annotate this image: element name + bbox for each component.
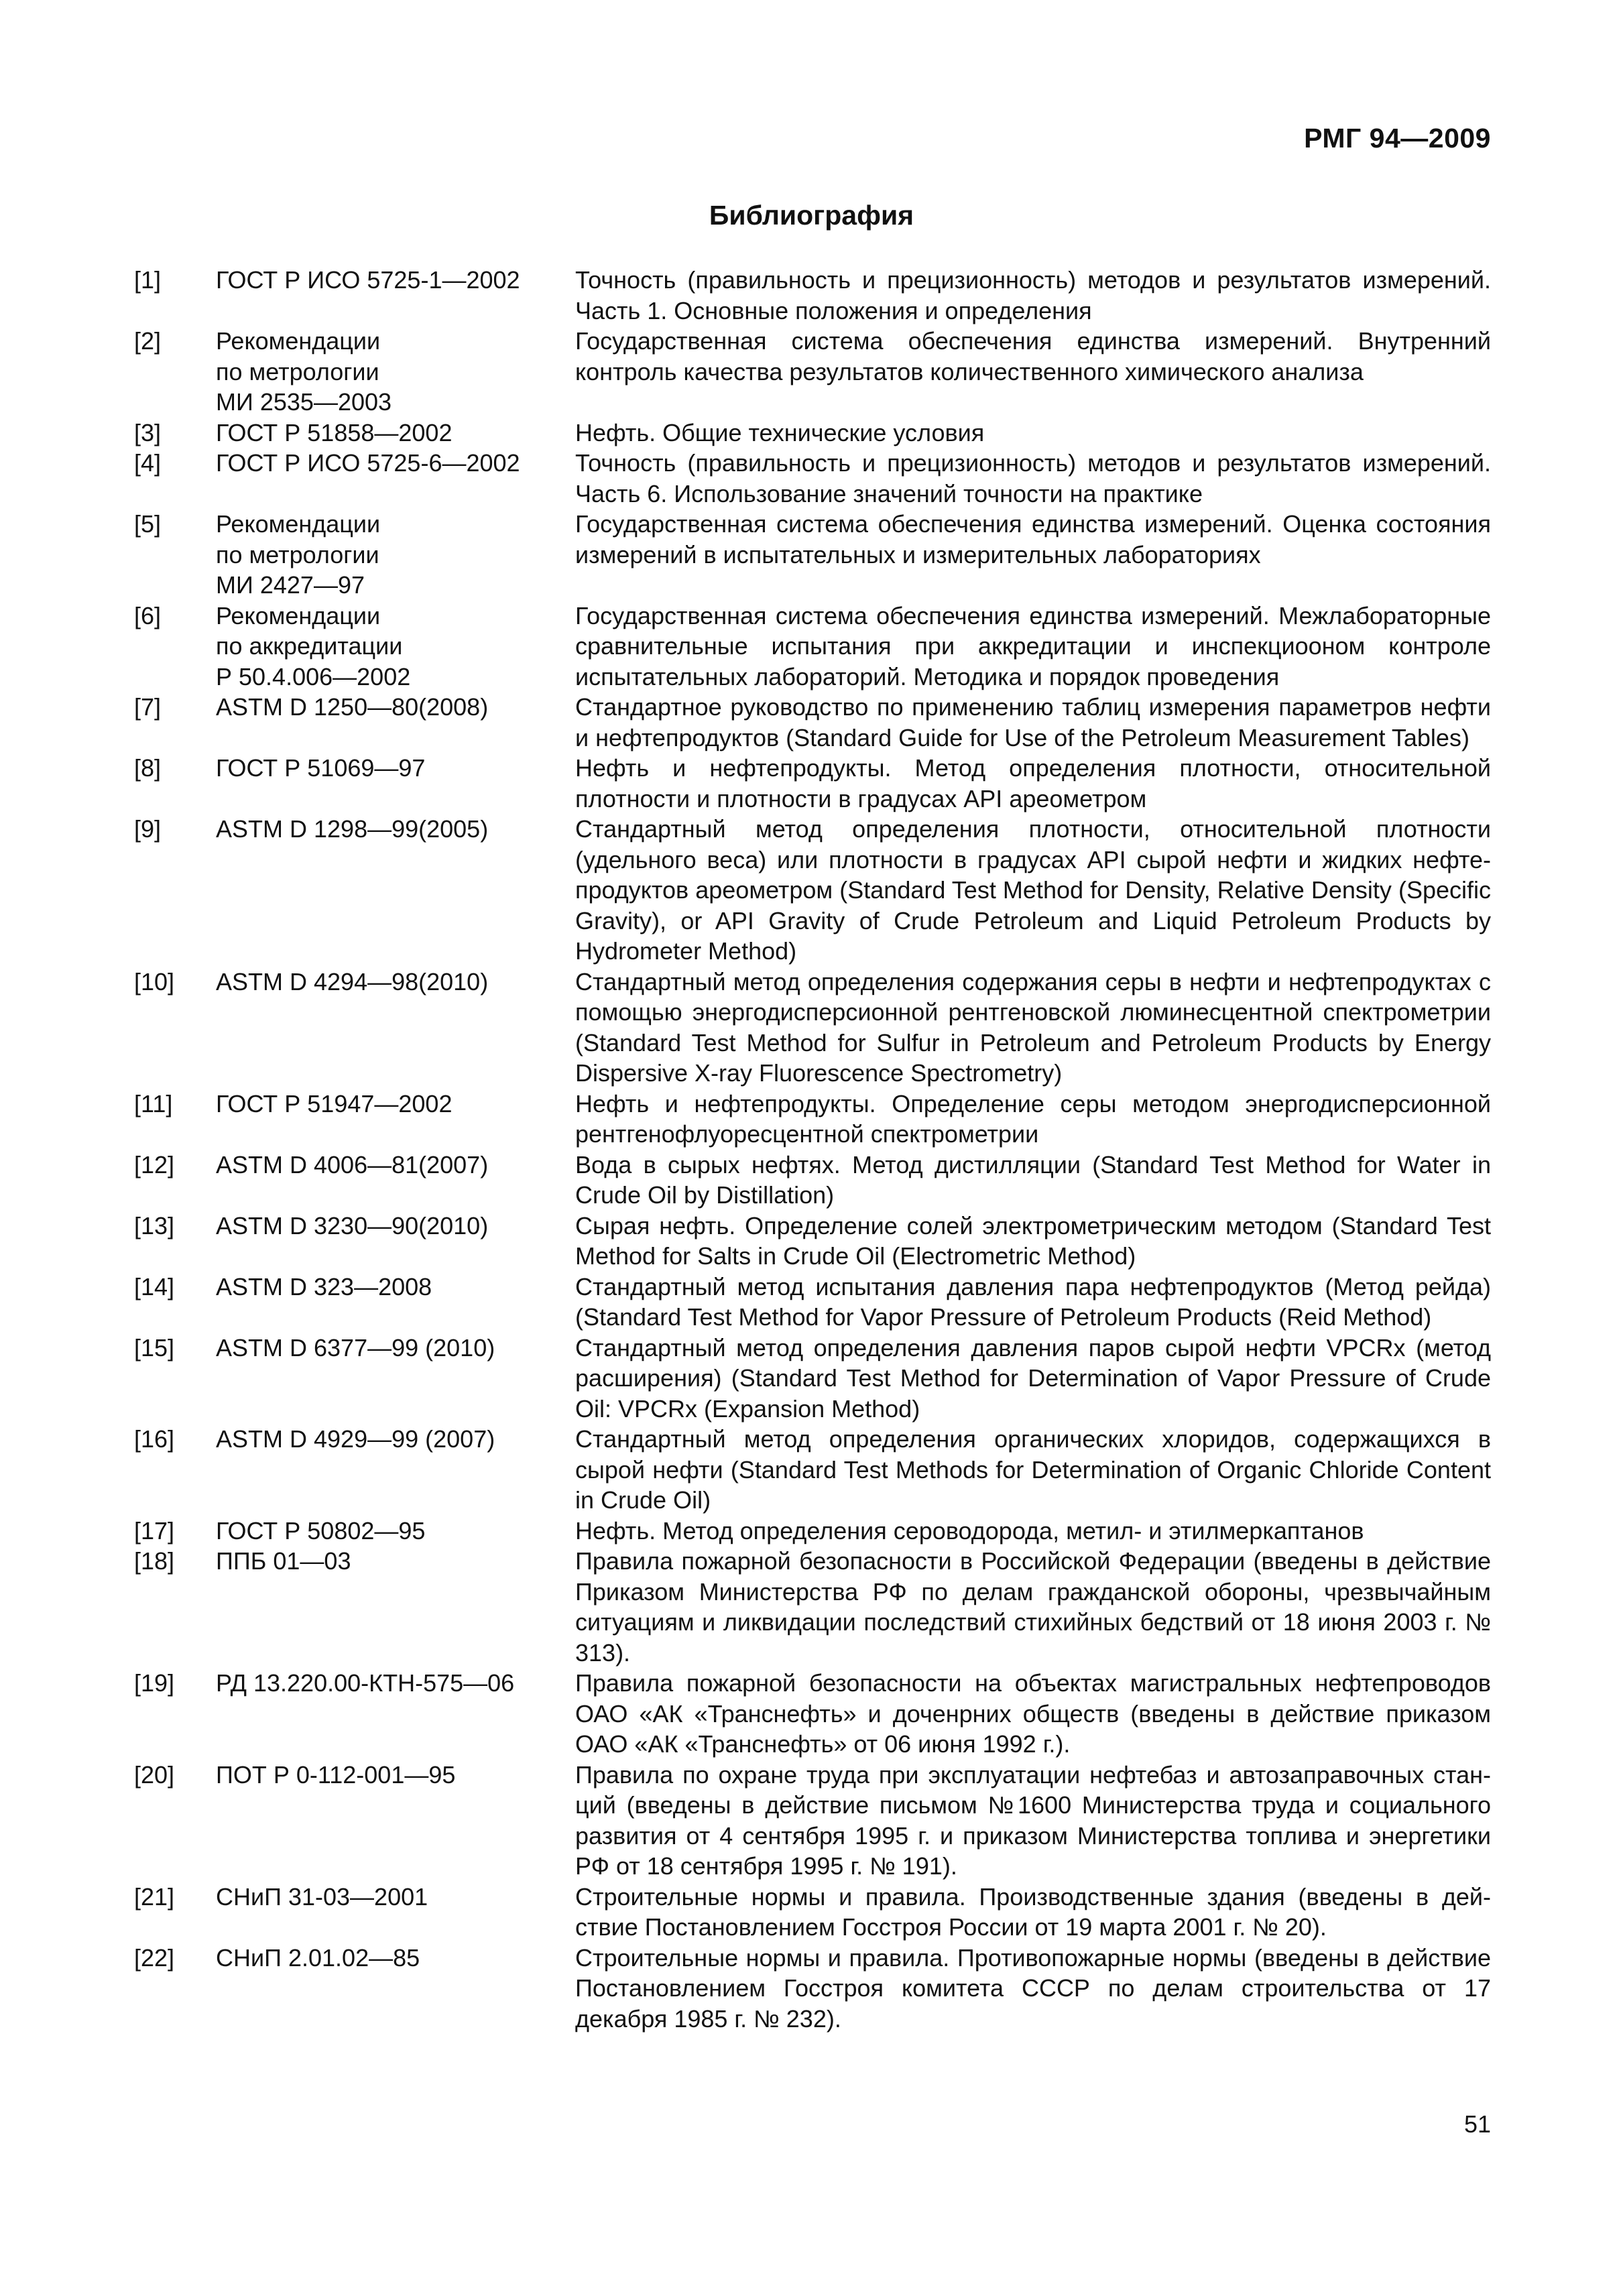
entry-number: [17] [134, 1516, 175, 1545]
reference-line: ASTM D 4006—81(2007) [216, 1150, 489, 1179]
reference-line: ASTM D 323—2008 [216, 1272, 432, 1301]
entry-description: Государственная система обеспечения единства измерений. Оценка состояния измерений в испытательных и измерительных лабораториях [575, 510, 1491, 568]
bibliography-entry [134, 1668, 1491, 1760]
entry-description: Точность (правильность и прецизионность) методов и результатов измерений. Часть 1. Основные положения и определения [575, 266, 1491, 324]
entry-description: Стандартный метод определения органических хлоридов, содержащихся в сырой нефти (Standard Test Methods for Determination of Organic Chloride Content in Crude Oil) [575, 1425, 1491, 1514]
entry-description: Государственная система обеспечения единства измерений. Внутренний контроль качества результатов количественного химического анализа [575, 327, 1491, 385]
reference-line: ГОСТ Р ИСО 5725-6—2002 [216, 449, 520, 477]
entry-number: [8] [134, 754, 162, 782]
reference-line: ASTM D 3230—90(2010) [216, 1211, 489, 1240]
reference-line: ASTM D 4929—99 (2007) [216, 1425, 495, 1453]
reference-line: СНиП 2.01.02—85 [216, 1943, 420, 1972]
entry-reference [216, 1272, 575, 1303]
entry-reference [216, 1760, 575, 1791]
reference-line: по метрологии [216, 357, 379, 385]
entry-description: Сырая нефть. Определение солей электрометрическим методом (Standard Test Method for Salts in Crude Oil (Electrometric Method) [575, 1211, 1491, 1270]
bibliography-entry [134, 1424, 1491, 1516]
entry-reference [216, 509, 575, 601]
entry-number: [20] [134, 1760, 175, 1789]
bibliography-entry [134, 509, 1491, 601]
entry-description: Стандартный метод испытания давления пара нефтепродуктов (Метод рейда) (Standard Test Method for Vapor Pressure of Petroleum Products (Reid Method) [575, 1272, 1491, 1331]
entry-reference [216, 326, 575, 418]
bibliography-entry [134, 326, 1491, 418]
bibliography-title: Библиография [709, 200, 914, 231]
entry-number: [2] [134, 327, 162, 355]
reference-line: СНиП 31-03—2001 [216, 1882, 428, 1911]
bibliography-entry [134, 1760, 1491, 1882]
entry-number: [10] [134, 967, 175, 995]
entry-reference [216, 1150, 575, 1181]
reference-line: ГОСТ Р 51858—2002 [216, 418, 453, 446]
reference-line: ГОСТ Р 50802—95 [216, 1516, 426, 1545]
entry-number: [12] [134, 1150, 175, 1179]
entry-description: Государственная система обеспечения единства измерений. Межлабораторные сравнительные испытания при аккредитации и инспекциооном контроле испытательных лабораторий. Методика и порядок проведения [575, 601, 1491, 690]
bibliography-entry [134, 967, 1491, 1089]
entry-description: Стандартный метод определения содержания серы в нефти и нефтепродуктах с помощью энергодисперсионной рентгеновской люминесцентной спектрометрии (Standard Test Method for Sulfur in Petroleum and Petroleum Products by Energy Dispersive X-ray Fluorescence Spectrometry) [575, 967, 1491, 1087]
bibliography-entry [134, 601, 1491, 692]
entry-number: [11] [134, 1089, 173, 1117]
entry-number: [18] [134, 1547, 175, 1575]
reference-line: ГОСТ Р 51069—97 [216, 754, 426, 782]
entry-number: [7] [134, 693, 162, 721]
entry-reference [216, 967, 575, 998]
bibliography-list [134, 265, 1491, 2034]
reference-line: ASTM D 4294—98(2010) [216, 967, 489, 995]
reference-line: ASTM D 6377—99 (2010) [216, 1333, 495, 1362]
bibliography-entry [134, 1546, 1491, 1668]
entry-number: [3] [134, 418, 162, 446]
entry-description: Точность (правильность и прецизионность) методов и результатов измерений. Часть 6. Использование значений точности на практике [575, 449, 1491, 507]
entry-reference [216, 1424, 575, 1455]
reference-line: ГОСТ Р 51947—2002 [216, 1089, 453, 1117]
reference-line: МИ 2427—97 [216, 571, 365, 599]
reference-line: РД 13.220.00-КТН-575—06 [216, 1669, 515, 1697]
reference-line: ASTM D 1298—99(2005) [216, 815, 489, 843]
entry-reference [216, 692, 575, 723]
bibliography-entry [134, 692, 1491, 753]
entry-number: [21] [134, 1882, 175, 1911]
entry-description: Правила пожарной безопасности на объектах магистральных нефтепроводов ОАО «АК «Транснефть» и доченрних обществ (введены в действие приказом ОАО «АК «Транснефть» от 06 июня 1992 г.). [575, 1669, 1491, 1758]
bibliography-entry [134, 448, 1491, 509]
bibliography-entry [134, 265, 1491, 326]
bibliography-entry [134, 1150, 1491, 1211]
entry-number: [19] [134, 1669, 175, 1697]
bibliography-entry [134, 418, 1491, 448]
entry-number: [22] [134, 1943, 175, 1972]
entry-number: [6] [134, 601, 162, 629]
reference-line: ППБ 01—03 [216, 1547, 351, 1575]
entry-description: Правила пожарной безопасности в Российской Федерации (введены в действие Приказом Министерства РФ по делам гражданской обороны, чрезвычайным ситуациям и ликвидации последствий стихийных бедствий от 18 июня 2003 г. № 313). [575, 1547, 1491, 1667]
bibliography-entry [134, 1089, 1491, 1150]
reference-line: МИ 2535—2003 [216, 388, 392, 416]
page-number: 51 [1463, 2110, 1491, 2138]
entry-reference [216, 265, 575, 296]
reference-line: Р 50.4.006—2002 [216, 662, 411, 690]
bibliography-entry [134, 1516, 1491, 1547]
entry-description: Стандартный метод определения давления паров сырой нефти VPCRx (метод расширения) (Standard Test Method for Determination of Vapor Pressure of Crude Oil: VPCRx (Expansion Method) [575, 1333, 1491, 1423]
entry-reference [216, 448, 575, 479]
entry-reference [216, 601, 575, 692]
entry-description: Строительные нормы и правила. Противопожарные нормы (введены в действие Постановлением Госстроя комитета СССР по делам строительства от 17 декабря 1985 г. № 232). [575, 1943, 1491, 2033]
entry-number: [15] [134, 1333, 175, 1362]
bibliography-entry [134, 753, 1491, 814]
entry-number: [4] [134, 449, 162, 477]
bibliography-entry [134, 1333, 1491, 1425]
reference-line: ASTM D 1250—80(2008) [216, 693, 489, 721]
entry-number: [16] [134, 1425, 175, 1453]
entry-description: Нефть. Метод определения сероводорода, метил- и этилмеркаптанов [575, 1516, 1364, 1545]
bibliography-entry [134, 1272, 1491, 1333]
reference-line: по аккредитации [216, 632, 403, 660]
document-code: РМГ 94—2009 [1304, 123, 1491, 154]
entry-description: Нефть и нефтепродукты. Метод определения плотности, относительной плотности и плотности в градусах API ареометром [575, 754, 1491, 812]
entry-reference [216, 1089, 575, 1120]
bibliography-entry [134, 1943, 1491, 2035]
bibliography-entry [134, 1211, 1491, 1272]
entry-number: [14] [134, 1272, 175, 1301]
entry-reference [216, 1882, 575, 1913]
entry-description: Стандартный метод определения плотности, относительной плотности (удельного веса) или плотности в градусах API сырой нефти и жидких нефтепродуктов ареометром (Standard Test Method for Density, Relative Density (Specific Gravity), or API Gravity of Crude Petroleum and Liquid Petroleum Products by Hydrometer Method) [575, 815, 1491, 965]
entry-description: Нефть. Общие технические условия [575, 418, 985, 446]
entry-number: [13] [134, 1211, 175, 1240]
reference-line: по метрологии [216, 540, 379, 568]
reference-line: Рекомендации [216, 510, 381, 538]
bibliography-entry [134, 1882, 1491, 1943]
entry-reference [216, 1546, 575, 1577]
bibliography-entry [134, 814, 1491, 967]
entry-reference [216, 1943, 575, 1974]
entry-number: [1] [134, 266, 162, 294]
entry-description: Стандартное руководство по применению таблиц измерения параметров нефти и нефтепродуктов (Standard Guide for Use of the Petroleum Measurement Tables) [575, 693, 1491, 751]
reference-line: Рекомендации [216, 601, 381, 629]
entry-description: Вода в сырых нефтях. Метод дистилляции (Standard Test Method for Water in Crude Oil by Distillation) [575, 1150, 1491, 1209]
entry-reference [216, 1668, 575, 1699]
reference-line: Рекомендации [216, 327, 381, 355]
entry-reference [216, 1211, 575, 1242]
entry-reference [216, 814, 575, 845]
entry-reference [216, 1516, 575, 1547]
reference-line: ПОТ Р 0-112-001—95 [216, 1760, 456, 1789]
entry-description: Нефть и нефтепродукты. Определение серы методом энергодисперсионной рентгенофлуоресцентной спектрометрии [575, 1089, 1491, 1148]
entry-description: Правила по охране труда при эксплуатации нефтебаз и автозаправочных станций (введены в действие письмом №1600 Министерства труда и социального развития от 4 сентября 1995 г. и приказом Министерства топлива и энергетики РФ от 18 сентября 1995 г. № 191). [575, 1760, 1491, 1880]
entry-reference [216, 1333, 575, 1364]
entry-reference [216, 753, 575, 784]
entry-description: Строительные нормы и правила. Производственные здания (введены в действие Постановлением Госстроя России от 19 марта 2001 г. № 20). [575, 1882, 1491, 1941]
entry-reference [216, 418, 575, 448]
reference-line: ГОСТ Р ИСО 5725-1—2002 [216, 266, 520, 294]
entry-number: [9] [134, 815, 162, 843]
entry-number: [5] [134, 510, 162, 538]
